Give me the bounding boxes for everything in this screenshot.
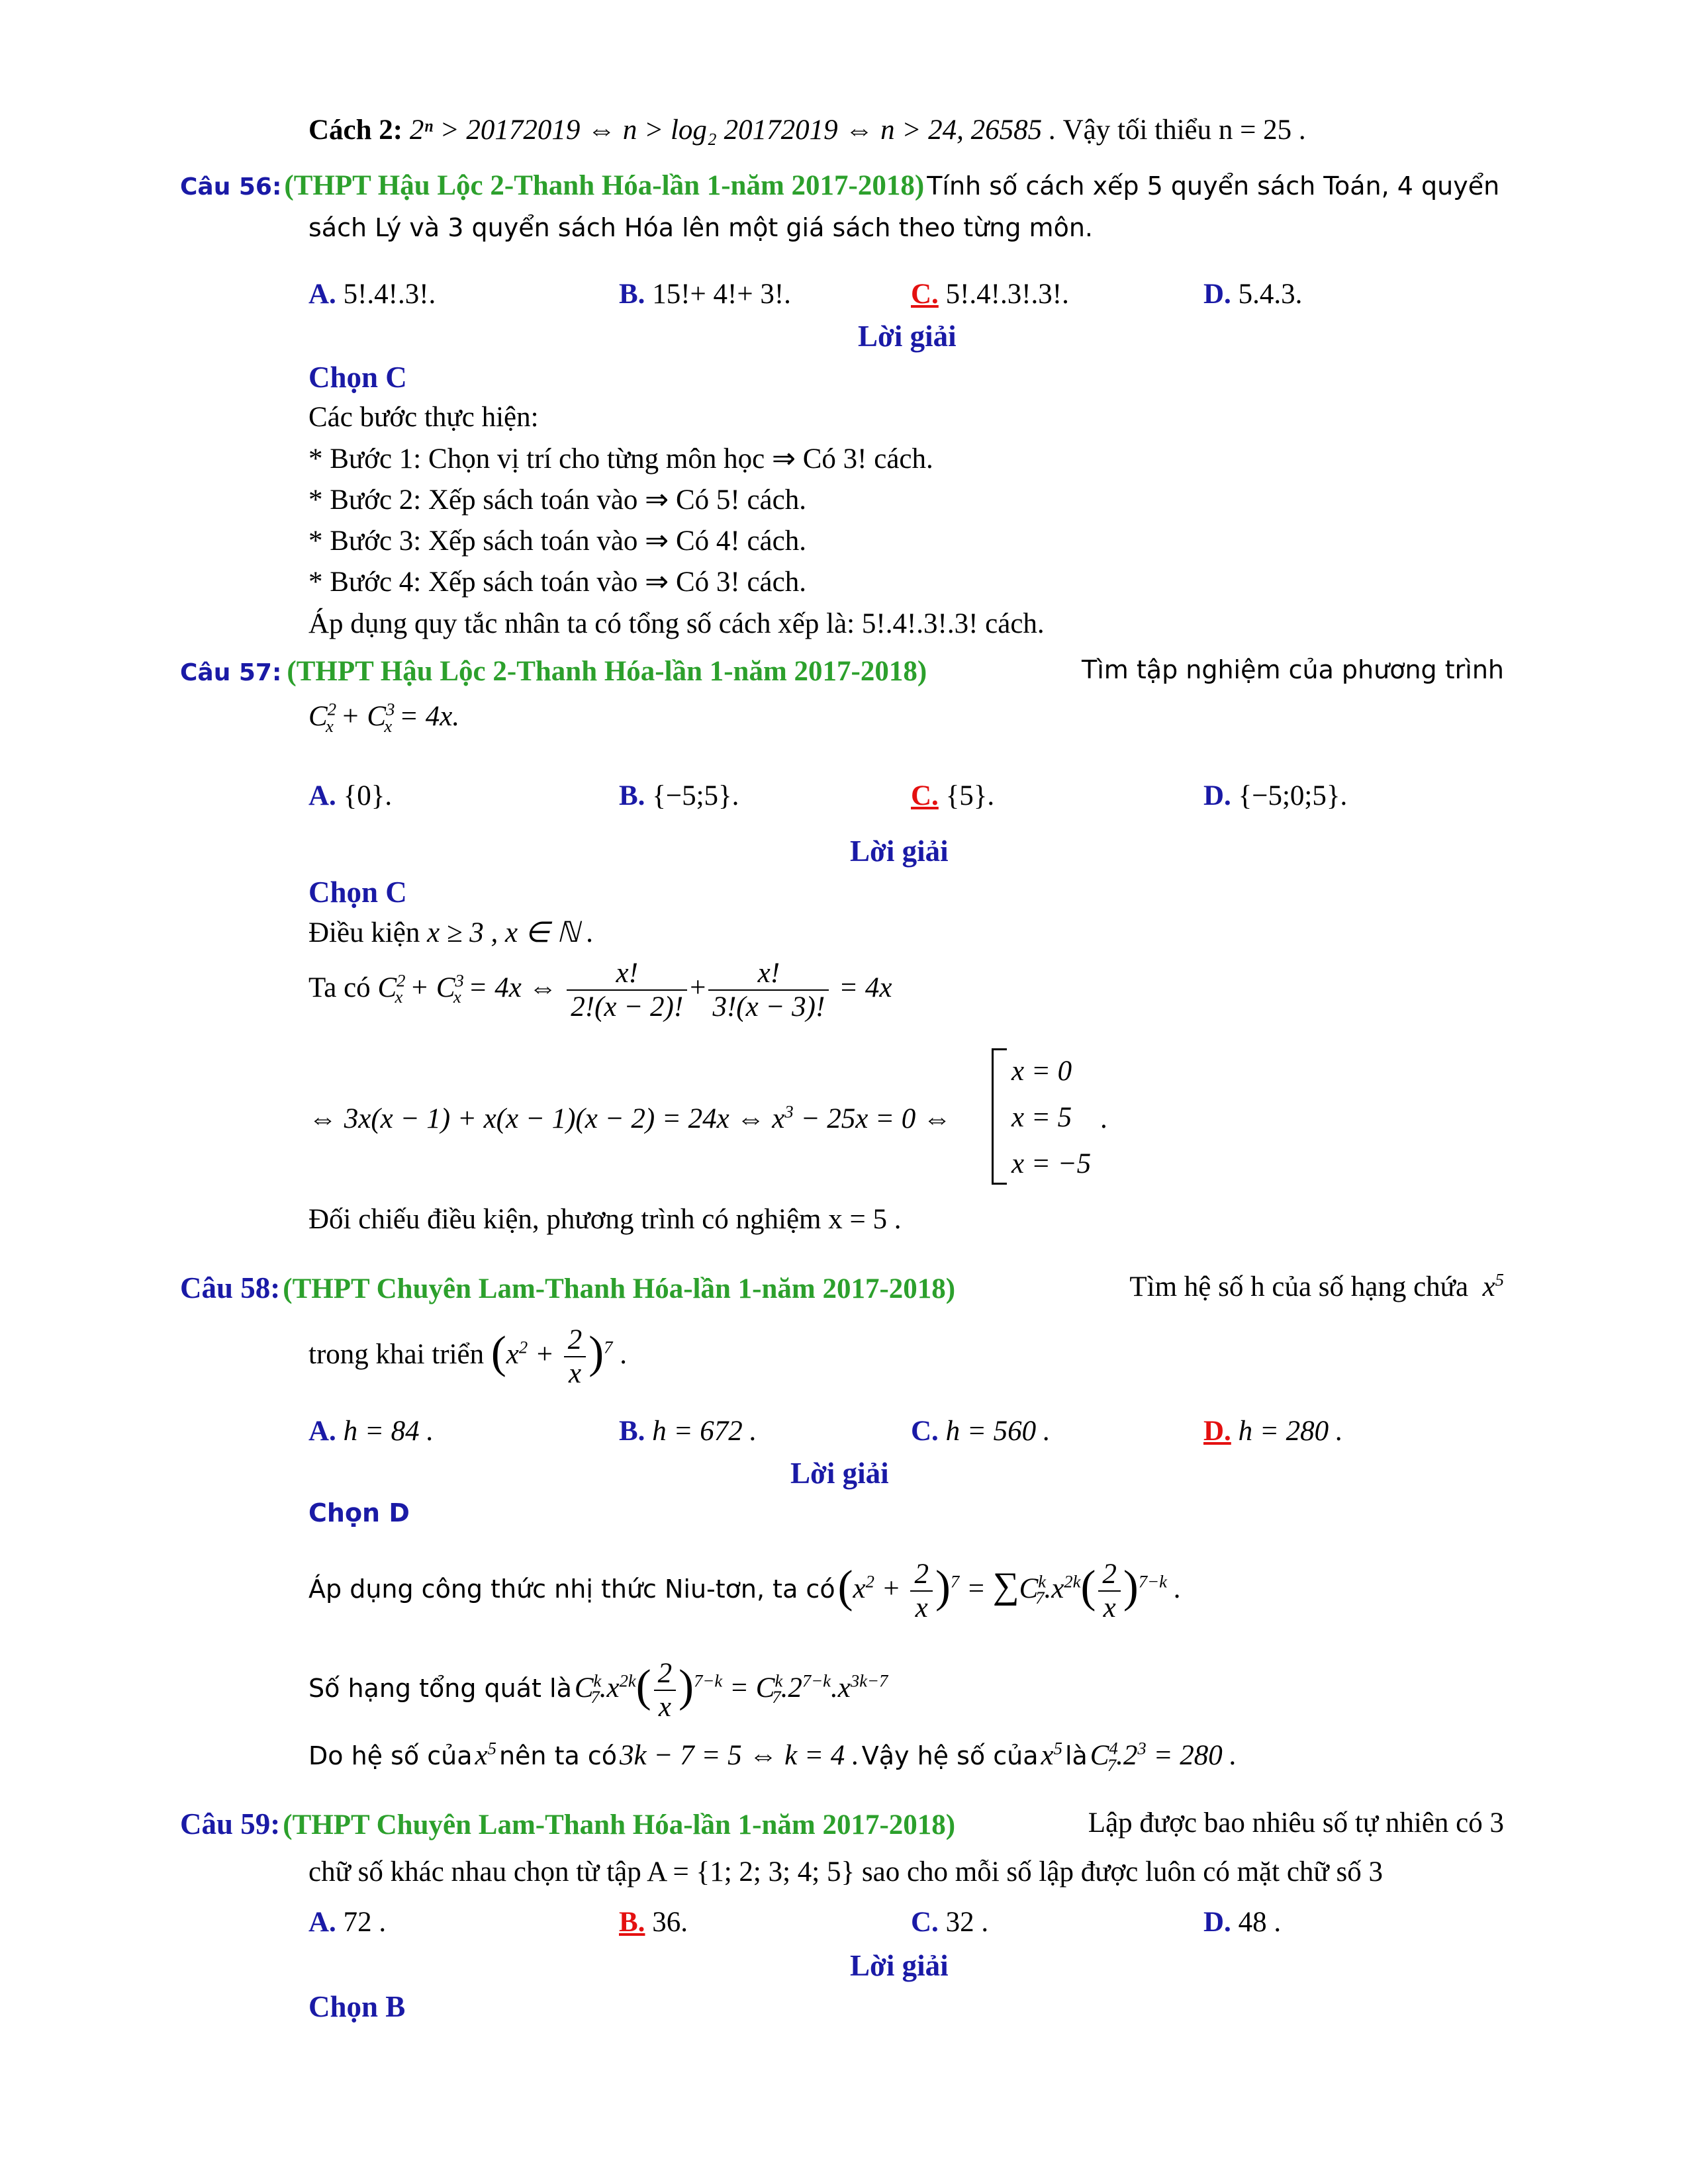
- q59-text-line2: chữ số khác nhau chọn từ tập A = {1; 2; 3; 4; 5} sao cho mỗi số lập được luôn có mặt chữ số 3: [308, 1856, 1383, 1888]
- q59-source: (THPT Chuyên Lam-Thanh Hóa-lần 1-năm 2017-2018): [283, 1809, 956, 1841]
- q56-step-0: Các bước thực hiện:: [308, 402, 539, 433]
- q57-case-bracket: [992, 1048, 1007, 1185]
- q57-case-0: x = 0: [1011, 1056, 1072, 1087]
- q58-number: Câu 58:: [180, 1271, 281, 1304]
- q57-condition: Điều kiện x ≥ 3 , x ∈ ℕ .: [308, 917, 594, 948]
- q57-conclusion: Đối chiếu điều kiện, phương trình có nghiệm x = 5 .: [308, 1204, 902, 1235]
- q58-text: Tìm hệ số h của số hạng chứa: [1129, 1271, 1469, 1302]
- q57-header: [180, 655, 1504, 688]
- q58-line3: Do hệ số của $x^5$ nên ta có 3k − 7 = 5 ⇔ k = 4 . Vậy hệ số của $x^5$ là $C^4_7.2^3 = 280$ .: [308, 1738, 1237, 1775]
- q57-source: (THPT Hậu Lộc 2-Thanh Hóa-lần 1-năm 2017-2018): [287, 656, 927, 687]
- q57-equation: $C^2_x + C^3_x = 4x$.: [308, 699, 460, 736]
- q57-derivation-1: Ta có $C^2_x + C^3_x = 4x$ ⇔ $\frac{x!}{2!(x - 2)!}$ + $\frac{x!}{3!(x - 3)!}$ = 4x: [308, 958, 892, 1023]
- cach2-tail: Vậy tối thiểu n = 25 .: [1062, 114, 1306, 146]
- q58-option-b[interactable]: B. h = 672 .: [619, 1416, 757, 1447]
- q57-solution-title: Lời giải: [850, 835, 949, 868]
- q56-source: (THPT Hậu Lộc 2-Thanh Hóa-lần 1-năm 2017-2018): [284, 170, 925, 201]
- q57-case-1: x = 5: [1011, 1102, 1072, 1133]
- q57-option-d[interactable]: D. {−5;0;5}.: [1203, 780, 1348, 811]
- q57-case-period: .: [1100, 1103, 1107, 1134]
- q57-case-2: x = −5: [1011, 1148, 1092, 1179]
- q58-line2: Số hạng tổng quát là $C^k_7.x^{2k}$( $\frac{2}{x}$ )$^{7-k} = C^k_7.2^{7-k}.x^{3k-7}$: [308, 1658, 888, 1723]
- cach2-label: Cách 2:: [308, 114, 403, 146]
- q58-header: Câu 58: (THPT Chuyên Lam-Thanh Hóa-lần 1-năm 2017-2018) Tìm hệ số h của số hạng chứa $x^5$: [180, 1269, 1504, 1304]
- q56-option-b[interactable]: B. 15!+ 4!+ 3!.: [619, 279, 791, 310]
- q58-option-a[interactable]: A. h = 84 .: [308, 1416, 434, 1447]
- q59-option-c[interactable]: C. 32 .: [911, 1907, 989, 1938]
- q57-derivation-2: ⇔ 3x(x − 1) + x(x − 1)(x − 2) = 24x ⇔ $x^3 - 25x = 0$ ⇔: [308, 1101, 952, 1134]
- q56-step-3: * Bước 3: Xếp sách toán vào ⇒ Có 4! cách.: [308, 525, 806, 557]
- q58-text2-line: trong khai triển ($x^2$ + $\frac{2}{x}$ )$^7$ .: [308, 1324, 627, 1389]
- q57-number: Câu 57:: [180, 659, 282, 686]
- q56-header: [180, 169, 1499, 202]
- q56-option-d[interactable]: D. 5.4.3.: [1203, 279, 1303, 310]
- q58-option-c[interactable]: C. h = 560 .: [911, 1416, 1051, 1447]
- q59-answer: Chọn B: [308, 1990, 406, 2023]
- q59-solution-title: Lời giải: [850, 1949, 949, 1982]
- q59-number: Câu 59:: [180, 1807, 281, 1841]
- q56-step-1: * Bước 1: Chọn vị trí cho từng môn học ⇒ Có 3! cách.: [308, 443, 933, 475]
- q56-option-a[interactable]: A. 5!.4!.3!.: [308, 279, 436, 310]
- q57-option-b[interactable]: B. {−5;5}.: [619, 780, 739, 811]
- cach2-line: [308, 114, 1306, 146]
- q59-option-b[interactable]: B. 36.: [619, 1907, 688, 1938]
- q56-step-5: Áp dụng quy tắc nhân ta có tổng số cách xếp là: 5!.4!.3!.3! cách.: [308, 608, 1045, 639]
- q56-answer: Chọn C: [308, 361, 407, 394]
- q56-step-2: * Bước 2: Xếp sách toán vào ⇒ Có 5! cách.: [308, 484, 806, 516]
- q56-solution-title: Lời giải: [858, 320, 957, 353]
- q58-line1: Áp dụng công thức nhị thức Niu-tơn, ta có ($x^2$ + $\frac{2}{x}$ )$^7 = \sum C^k_7.x^{2k}$( $\frac{2}{x}$ )$^{7-k}$ .: [308, 1559, 1182, 1623]
- cach2-expr: 2ⁿ > 20172019 ⇔ n > log₂ 20172019 ⇔ n > 24, 26585 .: [409, 114, 1056, 146]
- q57-option-c[interactable]: C. {5}.: [911, 780, 995, 811]
- q59-option-a[interactable]: A. 72 .: [308, 1907, 387, 1938]
- q58-answer: Chọn D: [308, 1498, 410, 1527]
- q56-step-4: * Bước 4: Xếp sách toán vào ⇒ Có 3! cách.: [308, 567, 806, 598]
- q56-option-c[interactable]: C. 5!.4!.3!.3!.: [911, 279, 1069, 310]
- q57-text: Tìm tập nghiệm của phương trình: [1082, 655, 1504, 684]
- q56-text-line1: Tính số cách xếp 5 quyển sách Toán, 4 quyển: [927, 171, 1500, 201]
- q56-number: Câu 56:: [180, 173, 282, 201]
- q59-text-line1: Lập được bao nhiêu số tự nhiên có 3: [1088, 1807, 1504, 1839]
- q58-option-d[interactable]: D. h = 280 .: [1203, 1416, 1343, 1447]
- q58-source: (THPT Chuyên Lam-Thanh Hóa-lần 1-năm 2017-2018): [283, 1273, 956, 1304]
- q58-solution-title: Lời giải: [790, 1457, 889, 1490]
- q57-option-a[interactable]: A. {0}.: [308, 780, 393, 811]
- q57-answer: Chọn C: [308, 876, 407, 909]
- q59-option-d[interactable]: D. 48 .: [1203, 1907, 1282, 1938]
- q59-header: [180, 1807, 1504, 1841]
- q56-text-line2: sách Lý và 3 quyển sách Hóa lên một giá sách theo từng môn.: [308, 213, 1093, 242]
